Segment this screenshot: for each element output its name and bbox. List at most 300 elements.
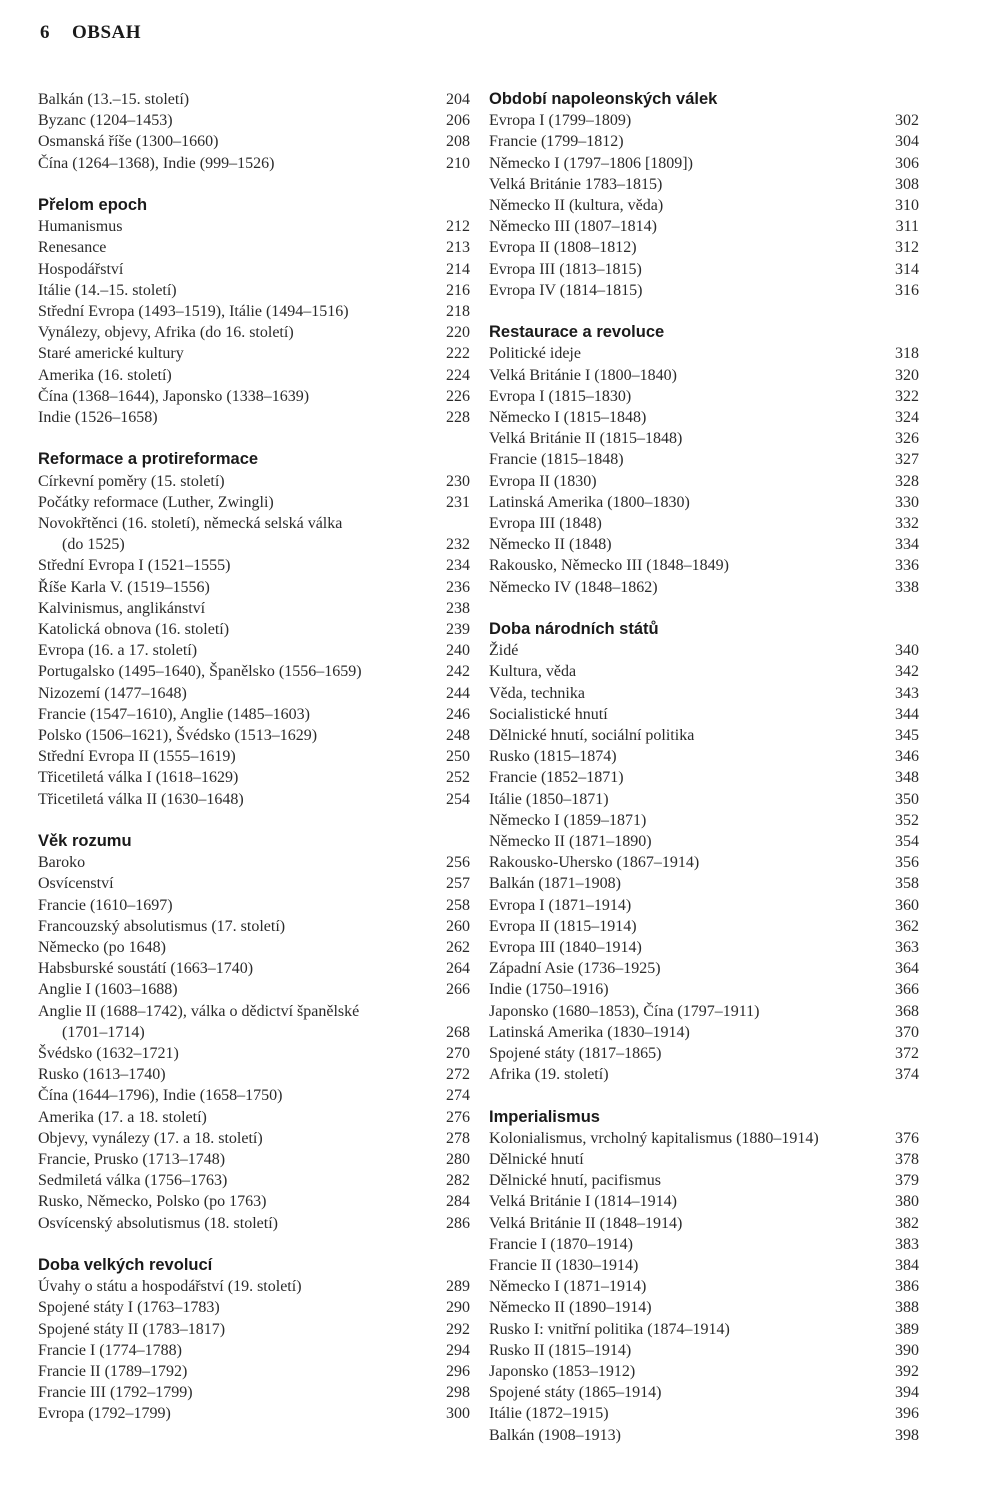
entry-title [38, 1149, 225, 1170]
toc-entry [489, 131, 919, 152]
entry-title-line: Německo II (1890–1914) [489, 1299, 652, 1317]
entry-page-number: 336 [895, 557, 919, 575]
entry-title-line: Velká Británie II (1848–1914) [489, 1214, 683, 1232]
entry-page-number: 292 [446, 1320, 470, 1338]
entry-page-number: 342 [895, 663, 919, 681]
entry-title [38, 725, 317, 746]
entry-page-number: 244 [446, 684, 470, 702]
entry-page-number: 254 [446, 790, 470, 808]
entry-page-number: 290 [446, 1299, 470, 1317]
entry-title [38, 407, 158, 428]
entry-title [38, 873, 114, 894]
entry-title [38, 1001, 359, 1043]
entry-title [38, 577, 210, 598]
entry-title [38, 1064, 166, 1085]
entry-title-line: Amerika (17. a 18. století) [38, 1108, 207, 1126]
toc-entry [489, 831, 919, 852]
toc-entry [38, 513, 470, 555]
toc-entry [38, 1064, 470, 1085]
toc-entry [38, 1149, 470, 1170]
entry-title-line: Čína (1368–1644), Japonsko (1338–1639) [38, 387, 310, 405]
toc-entry [489, 449, 919, 470]
entry-title [489, 1297, 652, 1318]
entry-title [489, 280, 642, 301]
entry-page-number: 363 [895, 939, 919, 957]
entry-page-number: 394 [895, 1384, 919, 1402]
entry-title-line: Židé [489, 642, 519, 660]
entry-page-number: 246 [446, 705, 470, 723]
entry-page-number: 230 [446, 472, 470, 490]
entry-page-number: 378 [895, 1151, 919, 1169]
entry-page-number: 308 [895, 175, 919, 193]
entry-title [38, 916, 285, 937]
entry-title [38, 1085, 282, 1106]
entry-page-number: 231 [446, 493, 470, 511]
toc-entry [38, 237, 470, 258]
toc-entry [38, 322, 470, 343]
entry-title-line: Velká Británie II (1815–1848) [489, 430, 683, 448]
entry-title-line: Francie, Prusko (1713–1748) [38, 1151, 226, 1169]
entry-page-number: 262 [446, 939, 470, 957]
section-title: Přelom epoch [38, 196, 148, 214]
entry-title-line: Německo II (kultura, věda) [489, 197, 664, 214]
toc-entry [489, 1064, 919, 1085]
entry-page-number: 300 [446, 1405, 470, 1423]
toc-entry [38, 407, 470, 428]
toc-entry [489, 789, 919, 810]
entry-title-line: Německo I (1859–1871) [489, 811, 647, 829]
entry-page-number: 364 [895, 960, 919, 978]
toc-entry [489, 937, 919, 958]
entry-title [489, 1319, 730, 1340]
toc-entry [38, 110, 470, 131]
toc-entry [489, 704, 919, 725]
toc-entry [38, 767, 470, 788]
entry-title [489, 428, 682, 449]
entry-title [38, 216, 122, 237]
entry-title-line: Rusko I: vnitřní politika (1874–1914) [489, 1320, 730, 1338]
entry-title-line: Latinská Amerika (1800–1830) [489, 493, 690, 511]
entry-title-line: Rusko (1815–1874) [489, 748, 617, 766]
entry-title-line: Německo II (1848) [489, 536, 612, 554]
entry-title-line: Spojené státy (1817–1865) [489, 1045, 662, 1063]
toc-section [38, 89, 470, 174]
entry-title [489, 386, 631, 407]
entry-title-line: Čína (1264–1368), Indie (999–1526) [38, 154, 275, 172]
entry-page-number: 250 [446, 748, 470, 766]
entry-title-line: Objevy, vynálezy (17. a 18. století) [38, 1129, 263, 1147]
entry-title [489, 937, 642, 958]
entry-page-number: 366 [895, 981, 919, 999]
entry-title-line: Velká Británie 1783–1815) [489, 175, 663, 193]
toc-entry [489, 1022, 919, 1043]
entry-title [38, 513, 342, 555]
entry-page-number: 322 [895, 387, 919, 405]
toc-entry [489, 767, 919, 788]
entry-title [489, 195, 663, 216]
entry-title-continuation: (1701–1714) [62, 1023, 145, 1041]
entry-title-line: Rakousko-Uhersko (1867–1914) [489, 854, 700, 872]
toc-entry [38, 1340, 470, 1361]
toc-entry [489, 1255, 919, 1276]
entry-title-line: Střední Evropa I (1521–1555) [38, 557, 231, 575]
entry-title [38, 979, 178, 1000]
entry-title [38, 661, 362, 682]
toc-entry [38, 979, 470, 1000]
entry-title [489, 1276, 646, 1297]
entry-page-number: 226 [446, 387, 470, 405]
entry-page-number: 380 [895, 1193, 919, 1211]
entry-title-line: Novokřtěnci (16. století), německá selská válka [38, 515, 343, 532]
entry-title-line: Itálie (1872–1915) [489, 1405, 609, 1423]
entry-page-number: 304 [895, 133, 919, 151]
entry-page-number: 234 [446, 557, 470, 575]
entry-title [38, 343, 184, 364]
entry-title-line: Latinská Amerika (1830–1914) [489, 1023, 690, 1041]
entry-page-number: 338 [895, 578, 919, 596]
entry-page-number: 348 [895, 769, 919, 787]
entry-title [489, 174, 662, 195]
entry-title [489, 789, 609, 810]
entry-page-number: 206 [446, 112, 470, 130]
entry-page-number: 248 [446, 727, 470, 745]
toc-entry [38, 916, 470, 937]
entry-title [489, 1001, 760, 1022]
entry-page-number: 390 [895, 1341, 919, 1359]
toc-entry [38, 471, 470, 492]
entry-page-number: 264 [446, 960, 470, 978]
entry-page-number: 320 [895, 366, 919, 384]
entry-title-line: Evropa III (1813–1815) [489, 260, 642, 278]
toc-entry [38, 1170, 470, 1191]
entry-page-number: 316 [895, 281, 919, 299]
toc-entry [489, 577, 919, 598]
toc-entry [38, 1001, 470, 1043]
entry-title [489, 683, 585, 704]
entry-title-line: Třicetiletá válka I (1618–1629) [38, 769, 239, 787]
entry-page-number: 266 [446, 981, 470, 999]
toc-entry [38, 704, 470, 725]
entry-title [489, 365, 677, 386]
entry-title [489, 1213, 682, 1234]
entry-title [489, 110, 631, 131]
entry-title [489, 1403, 609, 1424]
entry-title-line: Socialistické hnutí [489, 705, 608, 723]
entry-title [38, 1191, 266, 1212]
entry-page-number: 302 [895, 112, 919, 130]
toc-entry [489, 1043, 919, 1064]
toc-entry [489, 1128, 919, 1149]
entry-title [38, 280, 177, 301]
entry-title-line: Evropa II (1808–1812) [489, 239, 637, 257]
toc-entry [38, 1382, 470, 1403]
toc-section [489, 619, 919, 1085]
entry-page-number: 330 [895, 493, 919, 511]
entry-title [489, 577, 658, 598]
toc-entry [489, 471, 919, 492]
toc-entry [38, 958, 470, 979]
toc-entry [38, 1361, 470, 1382]
entry-title-line: Osvícenství [38, 875, 114, 893]
entry-title-line: Dělnické hnutí [489, 1151, 584, 1169]
entry-page-number: 306 [895, 154, 919, 172]
toc-entry [489, 259, 919, 280]
toc-entry [38, 895, 470, 916]
entry-title-continuation: (do 1525) [62, 536, 125, 554]
entry-title-line: Balkán (1871–1908) [489, 875, 621, 893]
entry-title [489, 555, 729, 576]
entry-page-number: 389 [895, 1320, 919, 1338]
entry-title-line: Francie (1610–1697) [38, 896, 173, 914]
entry-title-line: Čína (1644–1796), Indie (1658–1750) [38, 1087, 283, 1105]
toc-entry [489, 958, 919, 979]
entry-page-number: 278 [446, 1129, 470, 1147]
entry-title [489, 979, 609, 1000]
toc-entry [489, 1191, 919, 1212]
entry-page-number: 345 [895, 727, 919, 745]
entry-title-line: Rusko (1613–1740) [38, 1066, 166, 1084]
toc-entry [489, 407, 919, 428]
toc-entry [489, 725, 919, 746]
entry-title-line: Afrika (19. století) [489, 1066, 609, 1084]
toc-entry [489, 1340, 919, 1361]
entry-title [38, 1043, 179, 1064]
entry-title-line: Německo I (1871–1914) [489, 1278, 647, 1296]
entry-title-line: Evropa (1792–1799) [38, 1405, 171, 1423]
entry-title-line: Osmanská říše (1300–1660) [38, 133, 219, 151]
entry-page-number: 296 [446, 1363, 470, 1381]
entry-page-number: 239 [446, 621, 470, 639]
entry-title-line: Francie (1799–1812) [489, 133, 624, 151]
entry-title [38, 1170, 227, 1191]
toc-entry [38, 661, 470, 682]
entry-page-number: 289 [446, 1278, 470, 1296]
entry-title-line: Evropa IV (1814–1815) [489, 281, 643, 299]
entry-title [38, 1361, 187, 1382]
entry-title-line: Úvahy o státu a hospodářství (19. století) [38, 1278, 302, 1296]
entry-page-number: 268 [446, 1023, 470, 1041]
entry-title-line: Polsko (1506–1621), Švédsko (1513–1629) [38, 727, 318, 745]
entry-title [38, 492, 274, 513]
toc-entry [489, 895, 919, 916]
toc-entry [489, 555, 919, 576]
entry-title-line: Balkán (13.–15. století) [38, 91, 190, 108]
entry-title-line: Osvícenský absolutismus (18. století) [38, 1214, 278, 1232]
entry-title [489, 216, 657, 237]
entry-page-number: 386 [895, 1278, 919, 1296]
entry-title [489, 767, 624, 788]
entry-page-number: 324 [895, 409, 919, 426]
entry-title-line: Švédsko (1632–1721) [38, 1045, 179, 1063]
entry-title [38, 471, 225, 492]
entry-page-number: 222 [446, 345, 470, 363]
toc-entry [489, 1297, 919, 1318]
entry-page-number: 216 [446, 281, 470, 299]
page-header [40, 22, 141, 44]
entry-title-line: Evropa (16. a 17. století) [38, 642, 198, 660]
entry-title [38, 683, 187, 704]
entry-page-number: 224 [446, 366, 470, 384]
entry-page-number: 350 [895, 790, 919, 808]
entry-page-number: 388 [895, 1299, 919, 1317]
toc-entry [38, 725, 470, 746]
toc-entry [489, 873, 919, 894]
entry-page-number: 257 [446, 875, 470, 893]
toc-section [489, 89, 919, 301]
entry-title [489, 513, 602, 534]
toc-entry [38, 492, 470, 513]
entry-page-number: 286 [446, 1214, 470, 1232]
toc-entry [38, 1191, 470, 1212]
entry-title-line: Německo I (1815–1848) [489, 409, 647, 426]
entry-page-number: 240 [446, 642, 470, 660]
toc-column-left [38, 89, 470, 1446]
toc-entry [38, 1107, 470, 1128]
entry-title-line: Věda, technika [489, 684, 585, 702]
entry-title-line: Indie (1526–1658) [38, 409, 158, 427]
entry-page-number: 334 [895, 536, 919, 554]
entry-title [38, 1403, 171, 1424]
toc-column-right [489, 89, 919, 1467]
entry-title-line: Evropa I (1871–1914) [489, 896, 632, 914]
toc-entry [38, 1297, 470, 1318]
entry-title [489, 704, 608, 725]
toc-entry [489, 746, 919, 767]
entry-page-number: 252 [446, 769, 470, 787]
entry-title [489, 1382, 661, 1403]
entry-title [38, 110, 173, 131]
entry-title [38, 237, 106, 258]
toc-entry [38, 1085, 470, 1106]
entry-title [489, 831, 652, 852]
toc-section [489, 1107, 919, 1446]
entry-title [38, 131, 218, 152]
entry-page-number: 204 [446, 91, 470, 108]
entry-title [38, 958, 253, 979]
entry-title [489, 873, 621, 894]
toc-entry [38, 259, 470, 280]
entry-page-number: 294 [446, 1341, 470, 1359]
entry-page-number: 392 [895, 1363, 919, 1381]
entry-title-line: Spojené státy (1865–1914) [489, 1384, 662, 1402]
entry-title [489, 131, 624, 152]
toc-entry [489, 916, 919, 937]
entry-title-line: Německo (po 1648) [38, 939, 166, 957]
entry-page-number: 328 [895, 472, 919, 490]
entry-title [38, 1319, 225, 1340]
entry-page-number: 256 [446, 854, 470, 872]
entry-title-line: Balkán (1908–1913) [489, 1426, 621, 1444]
entry-title-line: Indie (1750–1916) [489, 981, 609, 999]
entry-title-line: Rusko II (1815–1914) [489, 1341, 632, 1359]
entry-title-line: Byzanc (1204–1453) [38, 112, 173, 130]
entry-page-number: 383 [895, 1235, 919, 1253]
toc-entry [489, 1276, 919, 1297]
entry-page-number: 218 [446, 303, 470, 320]
toc-entry [38, 746, 470, 767]
entry-title-line: Třicetiletá válka II (1630–1648) [38, 790, 244, 808]
entry-title-line: Evropa III (1840–1914) [489, 939, 642, 957]
entry-title [38, 789, 244, 810]
entry-title-line: Vynálezy, objevy, Afrika (do 16. století) [38, 324, 294, 342]
entry-title [38, 1213, 278, 1234]
entry-title [489, 237, 637, 258]
entry-title [489, 1128, 819, 1149]
entry-title-line: Francie I (1870–1914) [489, 1235, 633, 1253]
entry-title [489, 1043, 661, 1064]
section-title: Restaurace a revoluce [489, 323, 665, 342]
entry-page-number: 272 [446, 1066, 470, 1084]
entry-title-line: Francouzský absolutismus (17. století) [38, 917, 286, 935]
toc-entry [38, 1043, 470, 1064]
entry-page-number: 384 [895, 1257, 919, 1275]
toc-entry [38, 937, 470, 958]
entry-title [38, 937, 166, 958]
entry-title [38, 598, 205, 619]
entry-page-number: 379 [895, 1172, 919, 1190]
toc-entry [38, 131, 470, 152]
entry-title-line: Francie (1852–1871) [489, 769, 624, 787]
page-title: OBSAH [72, 22, 142, 43]
entry-title [489, 1064, 609, 1085]
entry-title-line: Baroko [38, 854, 86, 872]
entry-page-number: 396 [895, 1405, 919, 1423]
entry-page-number: 318 [895, 345, 919, 363]
entry-title-line: Francie (1547–1610), Anglie (1485–1603) [38, 705, 310, 723]
entry-title [38, 640, 197, 661]
entry-title [489, 1022, 690, 1043]
entry-page-number: 228 [446, 409, 470, 427]
toc-entry [38, 1403, 470, 1424]
toc-entry [38, 598, 470, 619]
section-title: Imperialismus [489, 1107, 600, 1126]
entry-title [38, 1128, 263, 1149]
entry-title-line: Spojené státy I (1763–1783) [38, 1299, 220, 1317]
entry-title-line: Katolická obnova (16. století) [38, 621, 230, 639]
entry-title-line: Střední Evropa (1493–1519), Itálie (1494–1516) [38, 303, 349, 320]
entry-page-number: 374 [895, 1066, 919, 1084]
entry-title [38, 895, 173, 916]
section-title: Doba národních států [489, 620, 659, 639]
entry-title-line: Habsburské soustátí (1663–1740) [38, 960, 254, 978]
entry-title [489, 407, 646, 428]
entry-title [38, 322, 294, 343]
entry-title-line: Velká Británie I (1814–1914) [489, 1193, 677, 1211]
entry-page-number: 370 [895, 1023, 919, 1041]
entry-title [38, 704, 310, 725]
toc-entry [489, 280, 919, 301]
entry-page-number: 260 [446, 917, 470, 935]
toc-entry [38, 1128, 470, 1149]
toc-entry [489, 513, 919, 534]
toc-entry [38, 619, 470, 640]
toc-entry [489, 640, 919, 661]
entry-title [38, 746, 236, 767]
entry-title-line: Japonsko (1680–1853), Čína (1797–1911) [489, 1002, 760, 1020]
toc-entry [489, 1234, 919, 1255]
entry-title [38, 767, 238, 788]
entry-title [489, 640, 518, 661]
entry-title-line: Anglie I (1603–1688) [38, 981, 178, 999]
entry-title [38, 1276, 302, 1297]
entry-page-number: 236 [446, 578, 470, 596]
entry-title-line: Francie I (1774–1788) [38, 1341, 182, 1359]
entry-title [489, 895, 631, 916]
entry-page-number: 208 [446, 133, 470, 151]
entry-title [489, 1361, 635, 1382]
entry-title-line: Evropa I (1799–1809) [489, 112, 632, 130]
entry-title [489, 1340, 631, 1361]
